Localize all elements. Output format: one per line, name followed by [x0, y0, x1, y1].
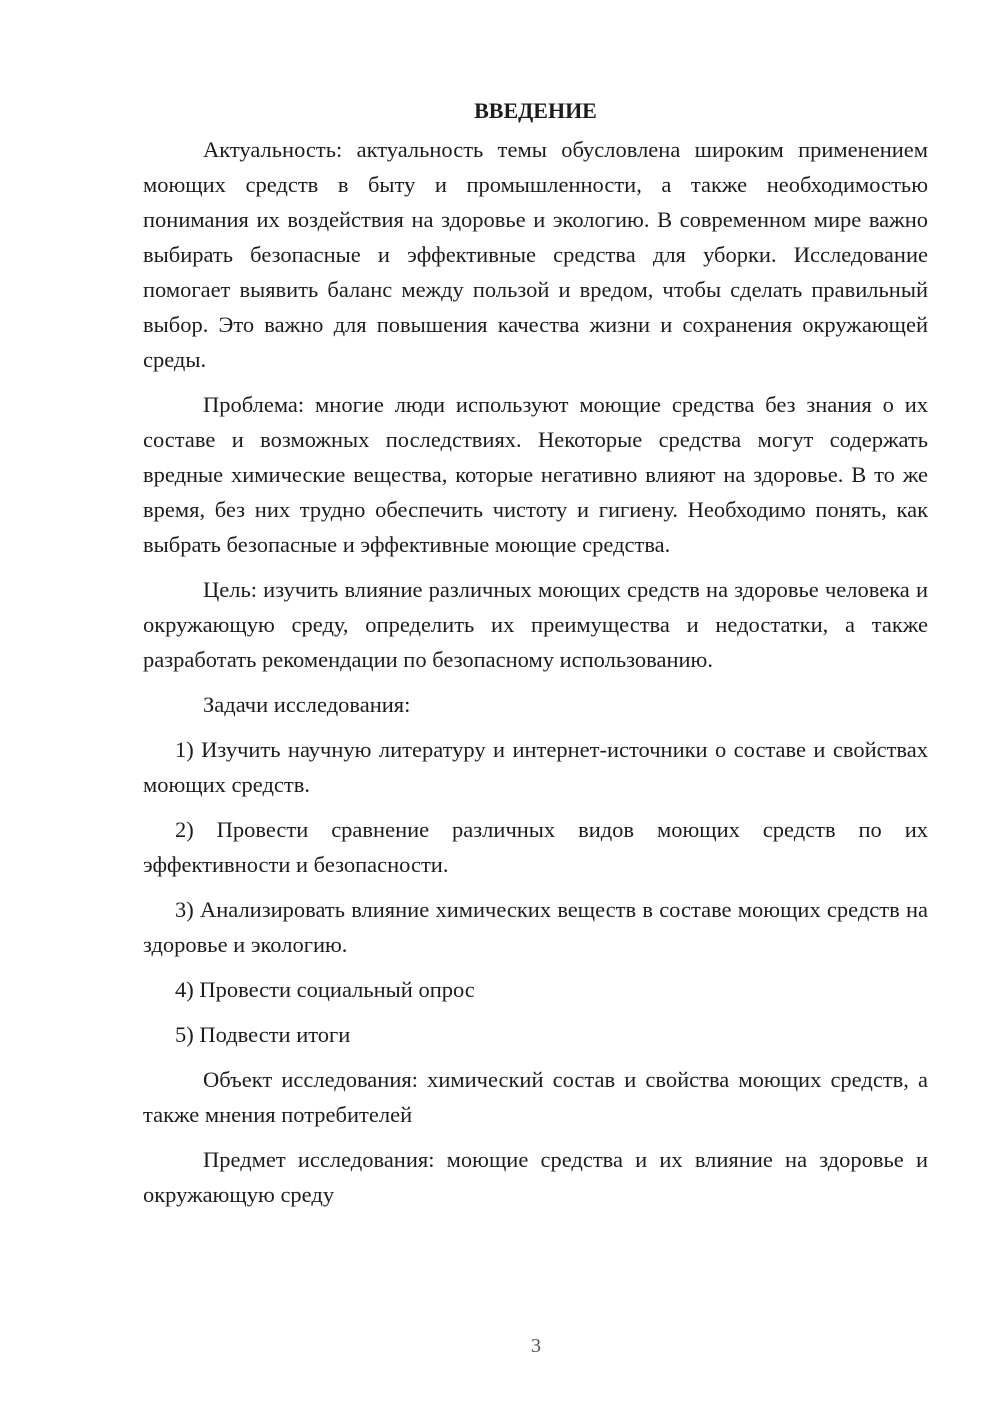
research-subject-paragraph: Предмет исследования: моющие средства и их влияние на здоровье и окружающую среду	[143, 1147, 928, 1207]
tasks-heading: Задачи исследования:	[203, 692, 411, 717]
task-item: 5) Подвести итоги	[175, 1022, 351, 1047]
page-number: 3	[531, 1335, 541, 1357]
goal-paragraph: Цель: изучить влияние различных моющих средств на здоровье человека и окружающую среду, определить их преимущества и недостатки, а также разработать рекомендации по безопасному использованию.	[143, 577, 928, 672]
research-object-paragraph: Объект исследования: химический состав и свойства моющих средств, а также мнения потребителей	[143, 1067, 928, 1127]
document-body	[143, 96, 928, 1222]
problem-paragraph: Проблема: многие люди используют моющие средства без знания о их составе и возможных последствиях. Некоторые средства могут содержать вредные химические вещества, которые негативно влияют на здоровье. В то же время, без них трудно обеспечить чистоту и гигиену. Необходимо понять, как выбрать безопасные и эффективные моющие средства.	[143, 392, 928, 557]
relevance-paragraph: Актуальность: актуальность темы обусловлена широким применением моющих средств в быту и промышленности, а также необходимостью понимания их воздействия на здоровье и экологию. В современном мире важно выбирать безопасные и эффективные средства для уборки. Исследование помогает выявить баланс между пользой и вредом, чтобы сделать правильный выбор. Это важно для повышения качества жизни и сохранения окружающей среды.	[143, 137, 928, 372]
task-item: 1) Изучить научную литературу и интернет-источники о составе и свойствах моющих средств.	[143, 737, 928, 797]
task-item: 2) Провести сравнение различных видов моющих средств по их эффективности и безопасности.	[143, 817, 928, 877]
task-item: 3) Анализировать влияние химических веществ в составе моющих средств на здоровье и экологию.	[143, 897, 928, 957]
section-title: ВВЕДЕНИЕ	[474, 98, 597, 123]
task-item: 4) Провести социальный опрос	[175, 977, 475, 1002]
